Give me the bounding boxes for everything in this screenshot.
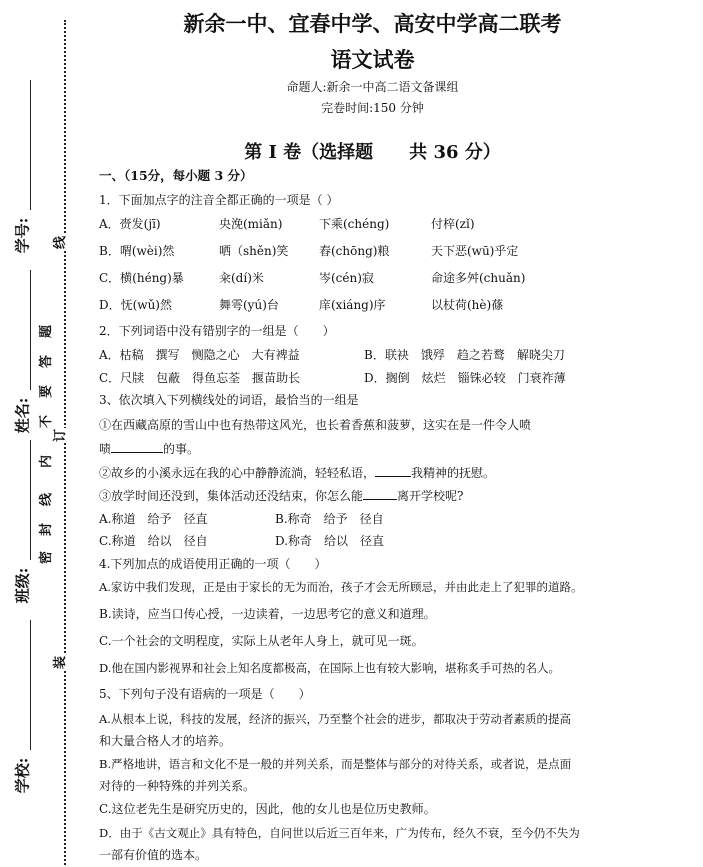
question-4-option-c: C.一个社会的文明程度，实际上从老年人身上，就可见一斑。	[99, 634, 424, 648]
question-4-option-d: D.他在国内影视界和社会上知名度都极高，在国际上也有较大影响，堪称炙手可热的名人。	[99, 661, 560, 675]
question-3-sentence-1-cont: 啧 的事。	[99, 442, 200, 456]
class-label: 班级:	[13, 567, 32, 604]
warning-char: 封	[39, 522, 55, 537]
warning-char: 线	[39, 492, 55, 507]
binding-mark-xian: 线	[48, 235, 69, 250]
warning-char: 不	[39, 414, 55, 429]
question-3-sentence-2: ②故乡的小溪永远在我的心中静静流淌，轻轻私语， 我精神的抚慰。	[99, 466, 496, 480]
question-5-option-d-cont: 一部有价值的选本。	[99, 848, 208, 862]
question-4-stem: 4.下列加点的成语使用正确的一项（ ）	[99, 557, 327, 571]
question-3-stem: 3、依次填入下列横线处的词语，最恰当的一组是	[99, 393, 359, 407]
warning-char: 题	[39, 324, 55, 339]
question-5-option-d: D．由于《古文观止》具有特色，自问世以后近三百年来，广为传布，经久不衰，至今仍不失为	[99, 826, 580, 840]
question-4-option-b: B.读诗，应当口传心授，一边读着，一边思考它的意义和道理。	[99, 607, 436, 621]
question-5-option-b: B.严格地讲，语言和文化不是一般的并列关系，而是整体与部分的对待关系，或者说，是点面	[99, 757, 572, 771]
student-id-line	[30, 80, 31, 210]
school-label: 学校:	[13, 757, 32, 794]
class-line	[30, 440, 31, 560]
question-5-option-c: C.这位老先生是研究历史的，因此，他的女儿也是位历史教师。	[99, 802, 436, 816]
school-line	[30, 620, 31, 750]
question-5-option-b-cont: 对待的一种特殊的并列关系。	[99, 779, 256, 793]
question-5-option-a-cont: 和大量合格人才的培养。	[99, 734, 232, 748]
exam-title: 新余一中、宜春中学、高安中学高二联考	[183, 11, 562, 36]
question-3-sentence-1: ①在西藏高原的雪山中也有热带这风光，也长着香蕉和菠萝，这实在是一件令人喷	[99, 418, 532, 432]
student-id-label: 学号:	[13, 217, 32, 254]
section-heading: 一、（15分，每小题 3 分）	[99, 168, 253, 183]
warning-char: 要	[39, 384, 55, 399]
binding-mark-zhuang: 装	[48, 655, 69, 670]
exam-subtitle: 语文试卷	[330, 47, 415, 72]
warning-char: 内	[39, 454, 55, 469]
question-3-sentence-3: ③放学时间还没到，集体活动还没结束，你怎么能 离开学校呢?	[99, 489, 464, 503]
question-1-stem: 1．下面加点字的注音全都正确的一项是（ ）	[99, 193, 339, 207]
question-4-option-a: A.家访中我们发现，正是由于家长的无为而治，孩子才会无所顾忌，并由此走上了犯罪的道路。	[99, 580, 583, 594]
binding-mark-ding: 订	[48, 428, 69, 443]
name-label: 姓名:	[13, 397, 32, 434]
volume-heading: 第 I 卷（选择题 共 36 分）	[244, 142, 501, 163]
question-2-stem: 2．下列词语中没有错别字的一组是（ ）	[99, 324, 335, 338]
name-line	[30, 270, 31, 390]
exam-time: 完卷时间:150 分钟	[321, 101, 424, 115]
question-5-stem: 5、下列句子没有语病的一项是（ ）	[99, 687, 311, 701]
exam-author: 命题人:新余一中高二语文备课组	[286, 80, 459, 94]
question-5-option-a: A.从根本上说，科技的发展，经济的振兴，乃至整个社会的进步，都取决于劳动者素质的提高	[99, 712, 571, 726]
warning-char: 答	[39, 354, 55, 369]
warning-char: 密	[39, 550, 55, 565]
